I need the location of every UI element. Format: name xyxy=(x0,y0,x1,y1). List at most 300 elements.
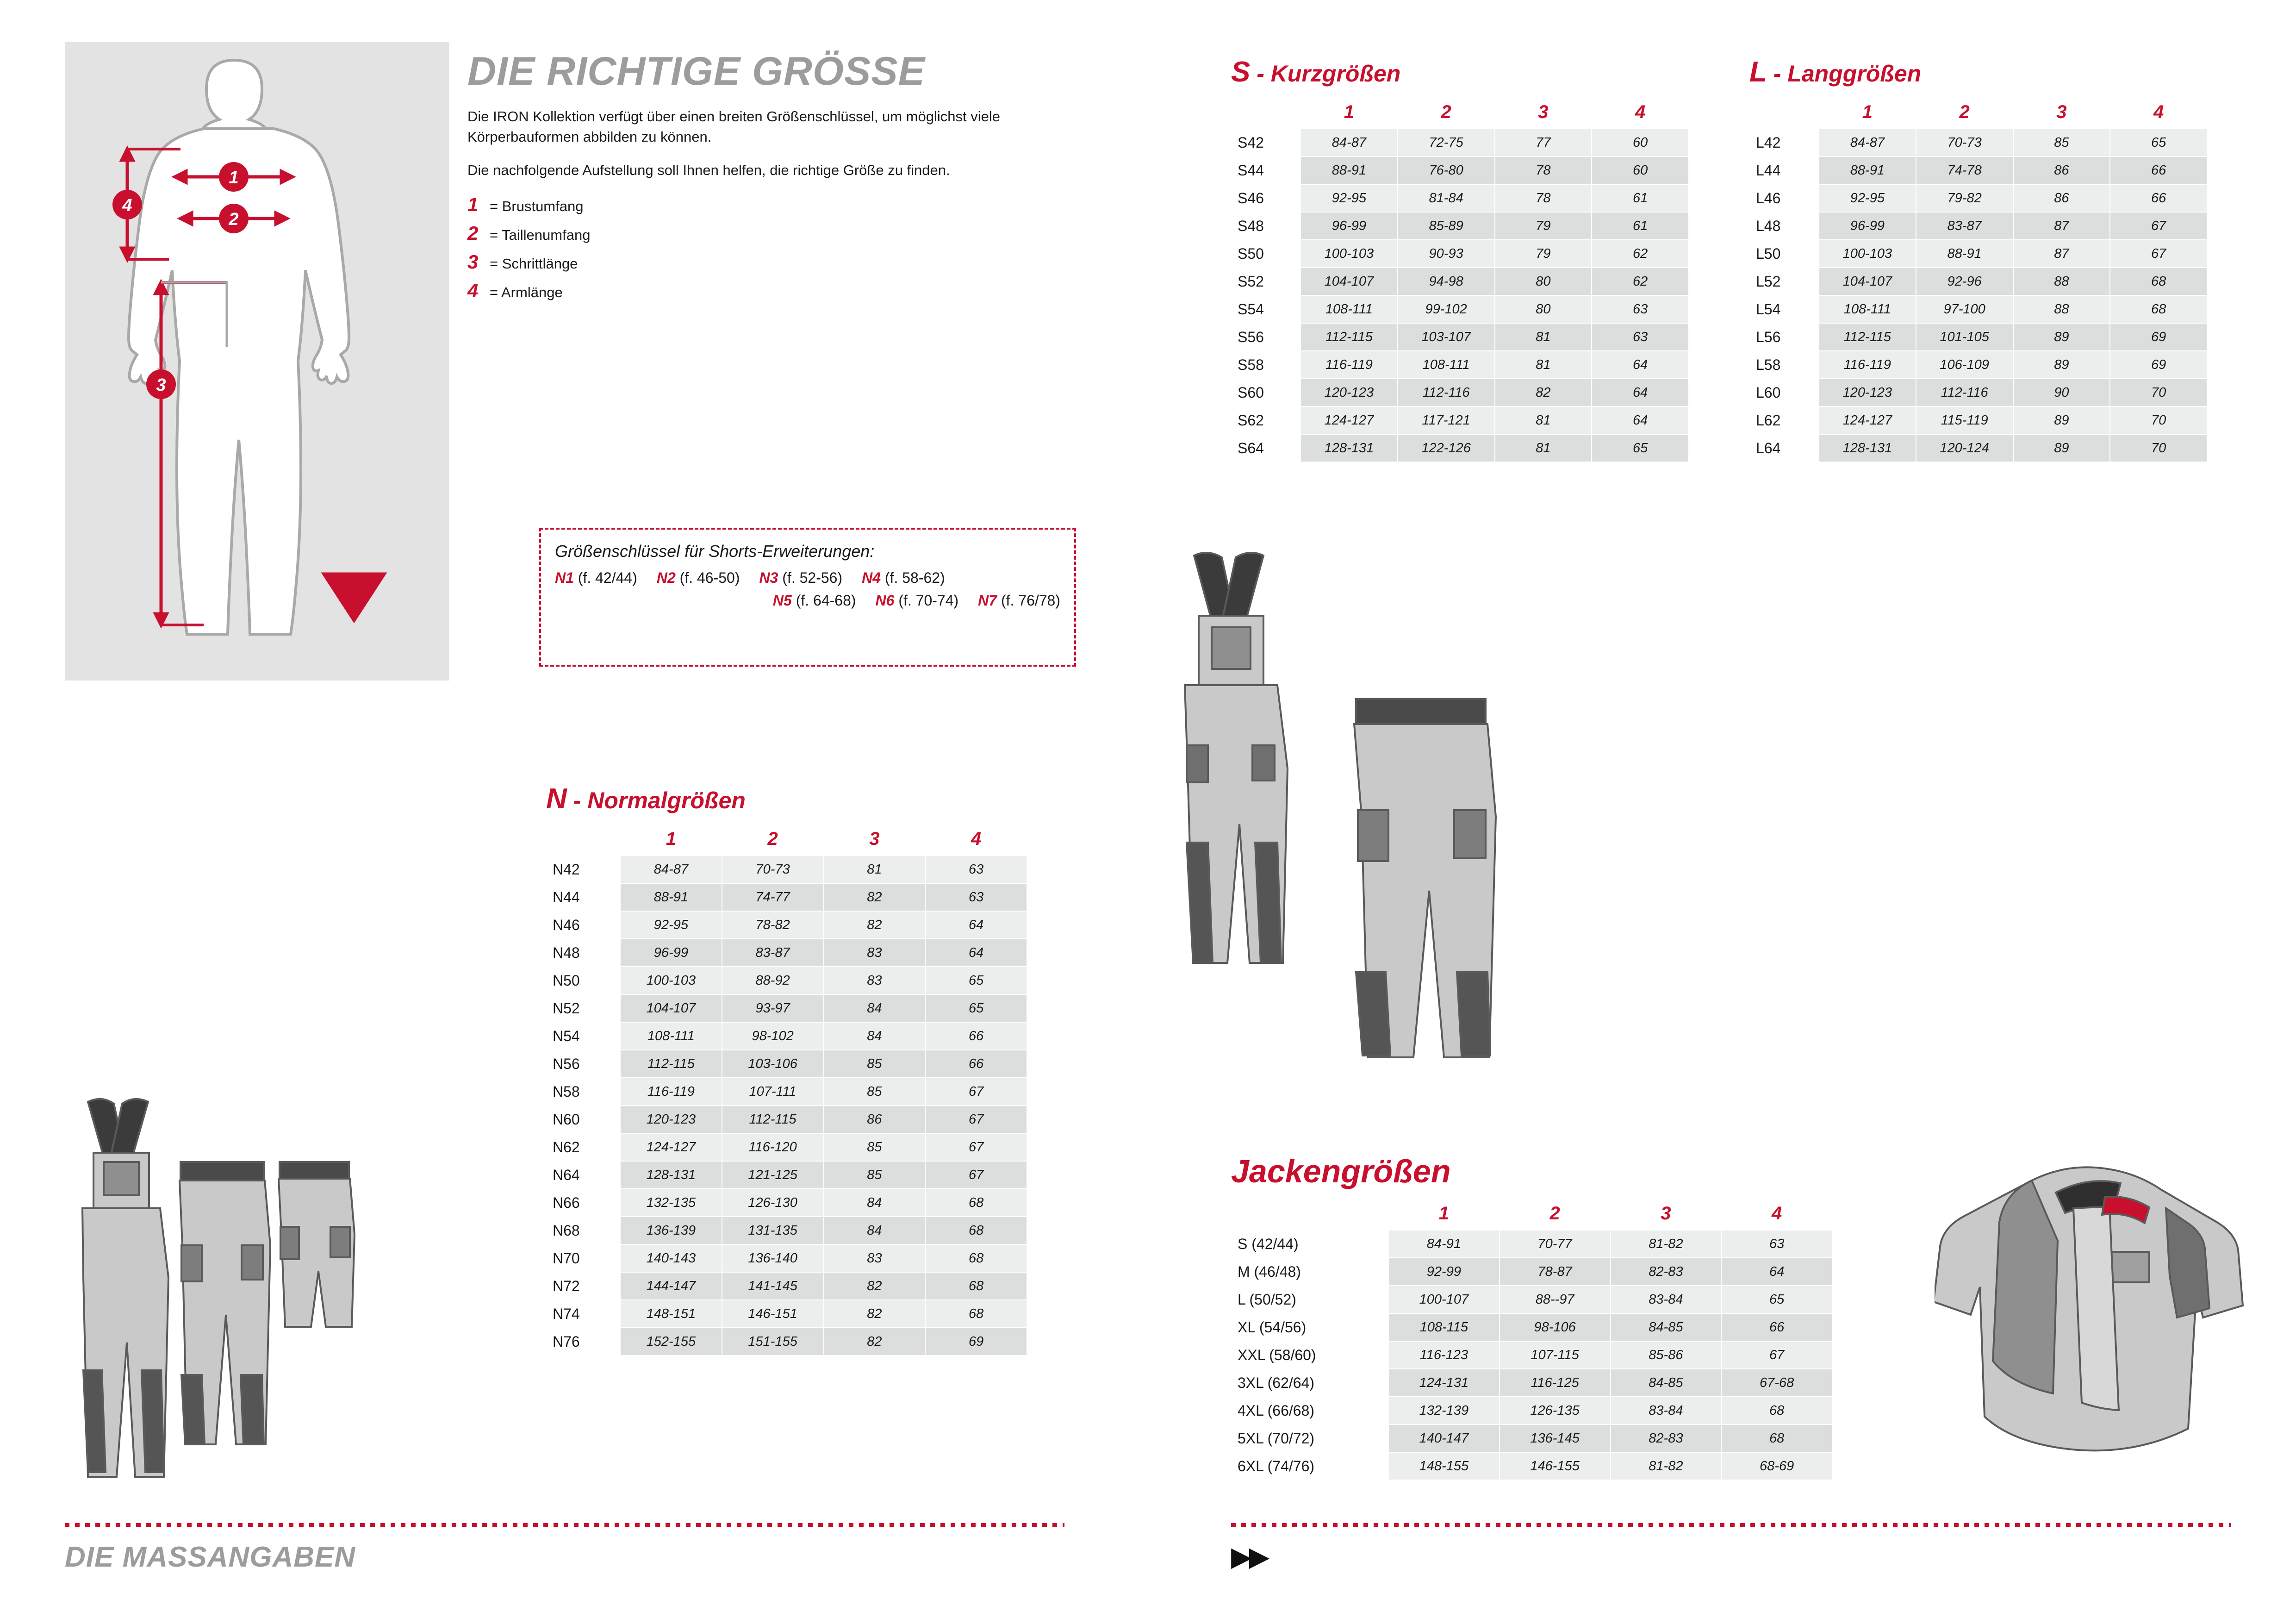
cell-measure-3: 81-82 xyxy=(1611,1230,1722,1258)
cell-measure-4: 67 xyxy=(1721,1341,1832,1369)
row-size-label: S62 xyxy=(1231,406,1300,434)
cell-measure-1: 108-115 xyxy=(1388,1313,1500,1341)
cell-measure-4: 66 xyxy=(2110,156,2207,184)
cell-measure-1: 144-147 xyxy=(620,1272,722,1300)
row-size-label: S50 xyxy=(1231,240,1300,268)
cell-measure-4: 68 xyxy=(2110,268,2207,295)
cell-measure-1: 108-111 xyxy=(1819,295,1916,323)
cell-measure-2: 106-109 xyxy=(1916,351,2013,379)
row-size-label: N68 xyxy=(546,1217,620,1244)
cell-measure-1: 92-95 xyxy=(1300,184,1398,212)
table-title-langgroessen xyxy=(1749,56,2208,88)
table-row xyxy=(546,939,1027,967)
table-row xyxy=(546,1217,1027,1244)
cell-measure-2: 101-105 xyxy=(1916,323,2013,351)
shorts-key-code-n3: N3 xyxy=(759,569,778,586)
table-row xyxy=(1749,212,2207,240)
table-row xyxy=(1231,295,1689,323)
cell-measure-3: 79 xyxy=(1495,212,1592,240)
column-header-4: 4 xyxy=(1592,96,1689,129)
cell-measure-2: 88-92 xyxy=(722,967,824,994)
table-header-row xyxy=(1231,1197,1832,1230)
cell-measure-2: 126-135 xyxy=(1500,1397,1611,1424)
table-row xyxy=(1749,323,2207,351)
table-row xyxy=(1231,156,1689,184)
row-size-label: L64 xyxy=(1749,434,1819,462)
cell-measure-1: 136-139 xyxy=(620,1217,722,1244)
legend-number-1: 1 xyxy=(467,194,479,216)
cell-measure-4: 63 xyxy=(925,856,1027,883)
table-row xyxy=(1231,1424,1832,1452)
cell-measure-4: 68-69 xyxy=(1721,1452,1832,1480)
cell-measure-1: 112-115 xyxy=(1819,323,1916,351)
cell-measure-2: 70-73 xyxy=(1916,129,2013,156)
cell-measure-3: 86 xyxy=(824,1106,926,1133)
table-row xyxy=(546,1328,1027,1355)
table-row xyxy=(546,1272,1027,1300)
table-row xyxy=(1231,1286,1832,1313)
row-size-label: N52 xyxy=(546,994,620,1022)
legend-item-4 xyxy=(467,280,1064,302)
row-size-label: S44 xyxy=(1231,156,1300,184)
column-header-1: 1 xyxy=(1388,1197,1500,1230)
cell-measure-1: 84-87 xyxy=(620,856,722,883)
column-header-2: 2 xyxy=(1398,96,1495,129)
table-row xyxy=(1749,184,2207,212)
cell-measure-2: 76-80 xyxy=(1398,156,1495,184)
cell-measure-1: 84-87 xyxy=(1300,129,1398,156)
cell-measure-1: 84-91 xyxy=(1388,1230,1500,1258)
cell-measure-1: 92-99 xyxy=(1388,1258,1500,1286)
cell-measure-4: 70 xyxy=(2110,406,2207,434)
cell-measure-3: 82 xyxy=(824,1328,926,1355)
cell-measure-2: 70-77 xyxy=(1500,1230,1611,1258)
cell-measure-1: 108-111 xyxy=(1300,295,1398,323)
table-row xyxy=(546,911,1027,939)
column-header-3: 3 xyxy=(2013,96,2110,129)
cell-measure-2: 93-97 xyxy=(722,994,824,1022)
row-size-label: S52 xyxy=(1231,268,1300,295)
row-size-label: M (46/48) xyxy=(1231,1258,1388,1286)
row-size-label: S54 xyxy=(1231,295,1300,323)
cell-measure-3: 85 xyxy=(824,1050,926,1078)
cell-measure-4: 66 xyxy=(925,1050,1027,1078)
cell-measure-4: 69 xyxy=(2110,323,2207,351)
table-row xyxy=(1231,240,1689,268)
row-size-label: L56 xyxy=(1749,323,1819,351)
cell-measure-4: 67 xyxy=(925,1133,1027,1161)
cell-measure-3: 82 xyxy=(824,911,926,939)
table-row xyxy=(546,883,1027,911)
row-size-label: 3XL (62/64) xyxy=(1231,1369,1388,1397)
cell-measure-1: 116-119 xyxy=(620,1078,722,1106)
cell-measure-4: 68 xyxy=(2110,295,2207,323)
table-row xyxy=(1749,351,2207,379)
cell-measure-2: 72-75 xyxy=(1398,129,1495,156)
cell-measure-2: 88-91 xyxy=(1916,240,2013,268)
cell-measure-3: 79 xyxy=(1495,240,1592,268)
row-size-label: S (42/44) xyxy=(1231,1230,1388,1258)
cell-measure-4: 63 xyxy=(925,883,1027,911)
cell-measure-1: 148-155 xyxy=(1388,1452,1500,1480)
shorts-key-code-n1: N1 xyxy=(555,569,574,586)
cell-measure-2: 94-98 xyxy=(1398,268,1495,295)
cell-measure-4: 65 xyxy=(925,967,1027,994)
table-row xyxy=(1749,268,2207,295)
cell-measure-3: 85-86 xyxy=(1611,1341,1722,1369)
column-header-4: 4 xyxy=(1721,1197,1832,1230)
cell-measure-2: 107-111 xyxy=(722,1078,824,1106)
cell-measure-1: 116-119 xyxy=(1300,351,1398,379)
cell-measure-2: 112-116 xyxy=(1916,379,2013,406)
cell-measure-1: 104-107 xyxy=(1819,268,1916,295)
table-row xyxy=(1231,1397,1832,1424)
body-figure-panel xyxy=(65,42,449,681)
cell-measure-3: 80 xyxy=(1495,268,1592,295)
table-row xyxy=(546,1133,1027,1161)
footer-divider-left xyxy=(65,1523,1064,1527)
shorts-key-range-n4: (f. 58-62) xyxy=(884,569,945,586)
cell-measure-1: 128-131 xyxy=(1819,434,1916,462)
cell-measure-4: 68 xyxy=(925,1217,1027,1244)
cell-measure-4: 65 xyxy=(925,994,1027,1022)
cell-measure-4: 60 xyxy=(1592,156,1689,184)
cell-measure-1: 120-123 xyxy=(1819,379,1916,406)
cell-measure-2: 88--97 xyxy=(1500,1286,1611,1313)
cell-measure-1: 100-103 xyxy=(1819,240,1916,268)
cell-measure-1: 132-135 xyxy=(620,1189,722,1217)
table-row xyxy=(546,994,1027,1022)
shorts-key-code-n5: N5 xyxy=(772,592,792,609)
intro-paragraph-1: Die IRON Kollektion verfügt über einen breiten Größenschlüssel, um möglichst viele Körperbauformen abbilden zu können. xyxy=(467,108,1000,145)
cell-measure-1: 100-103 xyxy=(1300,240,1398,268)
row-size-label: 6XL (74/76) xyxy=(1231,1452,1388,1480)
legend-item-3 xyxy=(467,251,1064,273)
table-row xyxy=(1231,379,1689,406)
cell-measure-2: 116-125 xyxy=(1500,1369,1611,1397)
row-size-label: XXL (58/60) xyxy=(1231,1341,1388,1369)
table-row xyxy=(546,856,1027,883)
row-size-label: L (50/52) xyxy=(1231,1286,1388,1313)
cell-measure-2: 126-130 xyxy=(722,1189,824,1217)
cell-measure-3: 89 xyxy=(2013,434,2110,462)
cell-measure-1: 128-131 xyxy=(1300,434,1398,462)
cell-measure-3: 84-85 xyxy=(1611,1313,1722,1341)
shorts-key-range-n2: (f. 46-50) xyxy=(679,569,740,586)
row-size-label: L50 xyxy=(1749,240,1819,268)
cell-measure-3: 81 xyxy=(1495,406,1592,434)
cell-measure-4: 67 xyxy=(2110,212,2207,240)
table-body xyxy=(1749,129,2207,462)
table-title-jackengroessen: Jackengrößen xyxy=(1231,1153,1451,1189)
cell-measure-2: 131-135 xyxy=(722,1217,824,1244)
cell-measure-4: 68 xyxy=(925,1272,1027,1300)
cell-measure-2: 103-107 xyxy=(1398,323,1495,351)
row-size-label: N54 xyxy=(546,1022,620,1050)
cell-measure-3: 81 xyxy=(1495,323,1592,351)
row-size-label: 4XL (66/68) xyxy=(1231,1397,1388,1424)
row-size-label: N62 xyxy=(546,1133,620,1161)
cell-measure-3: 83-84 xyxy=(1611,1286,1722,1313)
cell-measure-3: 84 xyxy=(824,1217,926,1244)
next-page-arrows-icon[interactable]: ▶▶ xyxy=(1231,1542,1267,1572)
legend-number-4: 4 xyxy=(467,280,479,302)
row-size-label: S48 xyxy=(1231,212,1300,240)
column-header-1: 1 xyxy=(1819,96,1916,129)
table-row xyxy=(1749,156,2207,184)
shorts-key-range-n6: (f. 70-74) xyxy=(898,592,959,609)
cell-measure-2: 103-106 xyxy=(722,1050,824,1078)
cell-measure-1: 148-151 xyxy=(620,1300,722,1328)
cell-measure-4: 66 xyxy=(925,1022,1027,1050)
table-row xyxy=(546,1300,1027,1328)
table-letter-n: N xyxy=(546,783,567,815)
shorts-key-title: Größenschlüssel für Shorts-Erweiterungen: xyxy=(555,542,875,561)
cell-measure-4: 69 xyxy=(925,1328,1027,1355)
column-header-size xyxy=(1231,1197,1388,1230)
cell-measure-2: 92-96 xyxy=(1916,268,2013,295)
trousers-illustration-top xyxy=(1338,694,1513,1093)
cell-measure-2: 108-111 xyxy=(1398,351,1495,379)
column-header-2: 2 xyxy=(722,823,824,856)
cell-measure-3: 81-82 xyxy=(1611,1452,1722,1480)
row-size-label: N70 xyxy=(546,1244,620,1272)
cell-measure-1: 96-99 xyxy=(1819,212,1916,240)
table-block-kurzgroessen xyxy=(1231,56,1689,462)
table-row xyxy=(546,1244,1027,1272)
cell-measure-2: 107-115 xyxy=(1500,1341,1611,1369)
cell-measure-4: 68 xyxy=(925,1300,1027,1328)
cell-measure-2: 74-77 xyxy=(722,883,824,911)
column-header-2: 2 xyxy=(1500,1197,1611,1230)
jacket-illustration xyxy=(1935,1153,2259,1523)
cell-measure-4: 69 xyxy=(2110,351,2207,379)
table-row xyxy=(546,1189,1027,1217)
cell-measure-1: 132-139 xyxy=(1388,1397,1500,1424)
cell-measure-4: 66 xyxy=(2110,184,2207,212)
cell-measure-1: 152-155 xyxy=(620,1328,722,1355)
row-size-label: N76 xyxy=(546,1328,620,1355)
cell-measure-3: 81 xyxy=(824,856,926,883)
cell-measure-3: 78 xyxy=(1495,184,1592,212)
figure-marker-2: 2 xyxy=(229,210,239,229)
row-size-label: S56 xyxy=(1231,323,1300,351)
shorts-key-range-n7: (f. 76/78) xyxy=(1001,592,1060,609)
table-row xyxy=(546,1106,1027,1133)
cell-measure-2: 85-89 xyxy=(1398,212,1495,240)
cell-measure-1: 128-131 xyxy=(620,1161,722,1189)
size-table-normal xyxy=(546,823,1027,1356)
cell-measure-2: 146-155 xyxy=(1500,1452,1611,1480)
table-subtitle-l: - Langgrößen xyxy=(1767,61,1922,87)
cell-measure-3: 88 xyxy=(2013,268,2110,295)
cell-measure-3: 78 xyxy=(1495,156,1592,184)
cell-measure-1: 120-123 xyxy=(1300,379,1398,406)
cell-measure-2: 90-93 xyxy=(1398,240,1495,268)
row-size-label: N48 xyxy=(546,939,620,967)
cell-measure-1: 124-127 xyxy=(1819,406,1916,434)
table-row xyxy=(1231,434,1689,462)
table-row xyxy=(1231,1341,1832,1369)
cell-measure-4: 63 xyxy=(1592,295,1689,323)
cell-measure-1: 96-99 xyxy=(1300,212,1398,240)
row-size-label: L60 xyxy=(1749,379,1819,406)
cell-measure-2: 78-82 xyxy=(722,911,824,939)
row-size-label: N58 xyxy=(546,1078,620,1106)
table-row xyxy=(1749,240,2207,268)
table-block-jackengroessen xyxy=(1231,1153,1833,1480)
table-row xyxy=(1749,406,2207,434)
figure-marker-4: 4 xyxy=(122,196,132,215)
table-row xyxy=(1231,212,1689,240)
shorts-key-code-n4: N4 xyxy=(862,569,881,586)
cell-measure-1: 100-103 xyxy=(620,967,722,994)
cell-measure-3: 89 xyxy=(2013,406,2110,434)
cell-measure-1: 88-91 xyxy=(1819,156,1916,184)
table-subtitle-n: - Normalgrößen xyxy=(566,787,746,813)
table-row xyxy=(1231,1313,1832,1341)
figure-marker-1: 1 xyxy=(229,168,239,187)
table-body xyxy=(1231,129,1689,462)
row-size-label: N46 xyxy=(546,911,620,939)
column-header-1: 1 xyxy=(620,823,722,856)
row-size-label: S58 xyxy=(1231,351,1300,379)
row-size-label: N66 xyxy=(546,1189,620,1217)
row-size-label: L44 xyxy=(1749,156,1819,184)
shorts-key-code-n2: N2 xyxy=(656,569,676,586)
cell-measure-1: 124-127 xyxy=(620,1133,722,1161)
row-size-label: N42 xyxy=(546,856,620,883)
row-size-label: N74 xyxy=(546,1300,620,1328)
cell-measure-3: 84 xyxy=(824,1189,926,1217)
row-size-label: 5XL (70/72) xyxy=(1231,1424,1388,1452)
footer-label-massangaben: DIE MASSANGABEN xyxy=(65,1541,356,1573)
column-header-3: 3 xyxy=(1495,96,1592,129)
cell-measure-1: 92-95 xyxy=(1819,184,1916,212)
cell-measure-3: 80 xyxy=(1495,295,1592,323)
intro-paragraph-2: Die nachfolgende Aufstellung soll Ihnen helfen, die richtige Größe zu finden. xyxy=(467,162,950,179)
column-header-2: 2 xyxy=(1916,96,2013,129)
cell-measure-3: 84 xyxy=(824,994,926,1022)
cell-measure-4: 70 xyxy=(2110,379,2207,406)
table-row xyxy=(546,1161,1027,1189)
cell-measure-2: 117-121 xyxy=(1398,406,1495,434)
cell-measure-4: 64 xyxy=(1721,1258,1832,1286)
column-header-1: 1 xyxy=(1300,96,1398,129)
size-table-short xyxy=(1231,96,1689,462)
cell-measure-4: 62 xyxy=(1592,240,1689,268)
table-row xyxy=(1749,434,2207,462)
table-block-langgroessen xyxy=(1749,56,2208,462)
cell-measure-3: 82 xyxy=(824,883,926,911)
cell-measure-1: 104-107 xyxy=(1300,268,1398,295)
cell-measure-2: 120-124 xyxy=(1916,434,2013,462)
cell-measure-4: 60 xyxy=(1592,129,1689,156)
row-size-label: L58 xyxy=(1749,351,1819,379)
cell-measure-4: 67 xyxy=(925,1161,1027,1189)
cell-measure-1: 120-123 xyxy=(620,1106,722,1133)
cell-measure-3: 82 xyxy=(1495,379,1592,406)
cell-measure-3: 82 xyxy=(824,1300,926,1328)
page-title: DIE RICHTIGE GRÖSSE xyxy=(467,49,926,94)
cell-measure-4: 64 xyxy=(1592,379,1689,406)
table-row xyxy=(1231,268,1689,295)
row-size-label: N72 xyxy=(546,1272,620,1300)
headline-block xyxy=(467,49,1064,308)
cell-measure-3: 81 xyxy=(1495,434,1592,462)
table-row xyxy=(1231,351,1689,379)
cell-measure-2: 151-155 xyxy=(722,1328,824,1355)
shorts-key-row-1 xyxy=(555,569,1060,587)
table-row xyxy=(1231,184,1689,212)
cell-measure-3: 86 xyxy=(2013,184,2110,212)
cell-measure-1: 124-131 xyxy=(1388,1369,1500,1397)
cell-measure-1: 124-127 xyxy=(1300,406,1398,434)
cell-measure-4: 68 xyxy=(925,1244,1027,1272)
column-header-4: 4 xyxy=(2110,96,2207,129)
cell-measure-2: 146-151 xyxy=(722,1300,824,1328)
cell-measure-2: 81-84 xyxy=(1398,184,1495,212)
cell-measure-4: 67-68 xyxy=(1721,1369,1832,1397)
table-title-normalgroessen xyxy=(546,782,1027,815)
cell-measure-4: 68 xyxy=(1721,1397,1832,1424)
shorts-key-code-n7: N7 xyxy=(978,592,997,609)
cell-measure-4: 65 xyxy=(2110,129,2207,156)
shorts-key-row-2 xyxy=(555,592,1060,609)
body-figure-illustration xyxy=(65,42,449,681)
cell-measure-2: 136-145 xyxy=(1500,1424,1611,1452)
cell-measure-2: 83-87 xyxy=(1916,212,2013,240)
cell-measure-3: 83 xyxy=(824,967,926,994)
row-size-label: L52 xyxy=(1749,268,1819,295)
table-block-normalgroessen xyxy=(546,782,1027,1356)
shorts-key-code-n6: N6 xyxy=(875,592,895,609)
cell-measure-3: 83 xyxy=(824,1244,926,1272)
footer-right xyxy=(1231,1523,2231,1572)
legend-item-1 xyxy=(467,194,1064,216)
table-letter-s: S xyxy=(1231,56,1251,88)
cell-measure-2: 112-116 xyxy=(1398,379,1495,406)
row-size-label: N56 xyxy=(546,1050,620,1078)
column-header-size xyxy=(1749,96,1819,129)
cell-measure-4: 67 xyxy=(2110,240,2207,268)
cell-measure-2: 78-87 xyxy=(1500,1258,1611,1286)
cell-measure-4: 68 xyxy=(925,1189,1027,1217)
shorts-key-range-n1: (f. 42/44) xyxy=(578,569,637,586)
cell-measure-3: 81 xyxy=(1495,351,1592,379)
row-size-label: N64 xyxy=(546,1161,620,1189)
table-body xyxy=(546,856,1027,1355)
garment-group-illustration xyxy=(60,1093,384,1509)
cell-measure-3: 85 xyxy=(824,1161,926,1189)
table-header-row xyxy=(546,823,1027,856)
cell-measure-2: 74-78 xyxy=(1916,156,2013,184)
cell-measure-3: 82-83 xyxy=(1611,1424,1722,1452)
cell-measure-2: 136-140 xyxy=(722,1244,824,1272)
cell-measure-3: 83-84 xyxy=(1611,1397,1722,1424)
cell-measure-3: 77 xyxy=(1495,129,1592,156)
row-size-label: S60 xyxy=(1231,379,1300,406)
table-row xyxy=(1231,1369,1832,1397)
cell-measure-3: 87 xyxy=(2013,240,2110,268)
cell-measure-4: 64 xyxy=(925,911,1027,939)
cell-measure-4: 64 xyxy=(925,939,1027,967)
table-row xyxy=(1749,129,2207,156)
cell-measure-3: 84 xyxy=(824,1022,926,1050)
row-size-label: N60 xyxy=(546,1106,620,1133)
figure-marker-3: 3 xyxy=(156,375,166,395)
cell-measure-4: 64 xyxy=(1592,406,1689,434)
